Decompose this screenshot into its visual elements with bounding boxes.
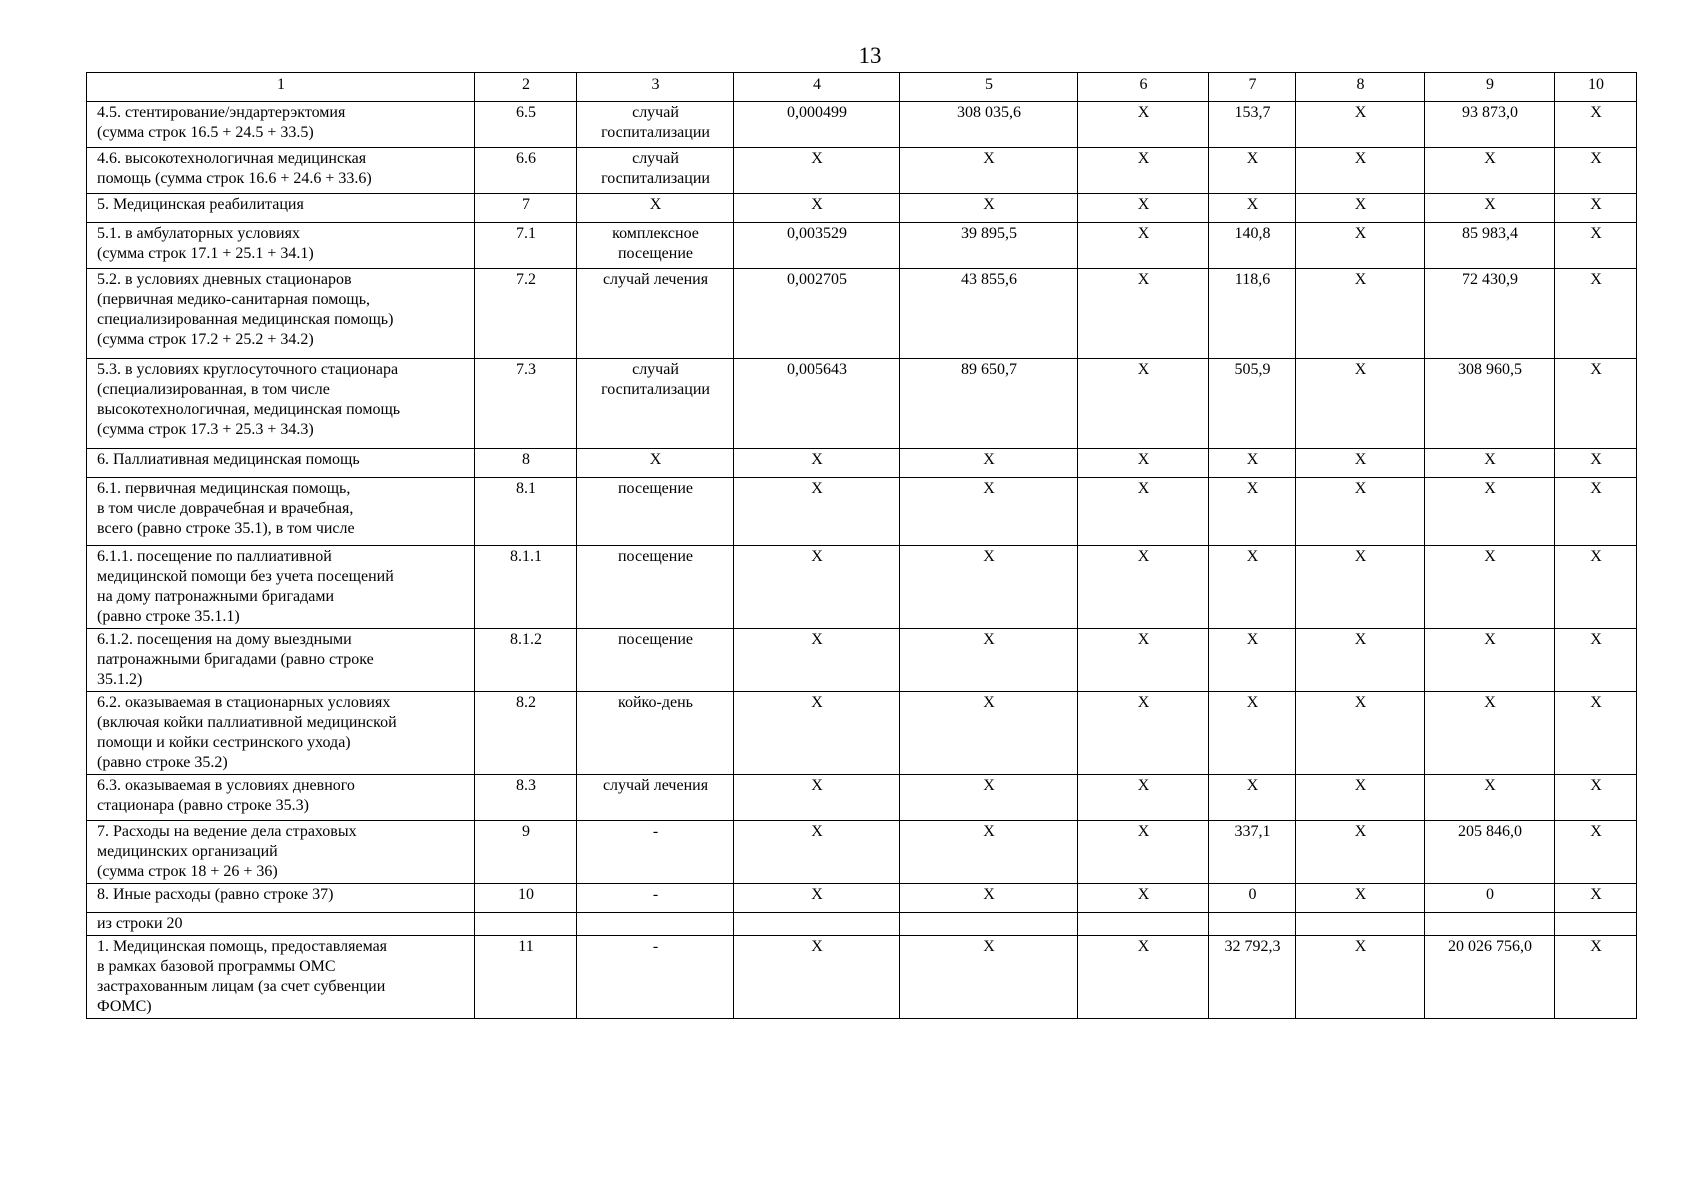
table-cell-col-10: Х (1555, 194, 1637, 223)
table-cell-col-3: случай госпитализации (577, 148, 734, 194)
table-cell-col-6: Х (1078, 449, 1209, 478)
row-label-cell: 1. Медицинская помощь, предоставляемая в рамках базовой программы ОМС застрахованным лицам (за счет субвенции ФОМС) (87, 936, 475, 1019)
table-cell-col-6: Х (1078, 775, 1209, 821)
table-cell-col-7: 32 792,3 (1209, 936, 1296, 1019)
table-cell-col-8: Х (1296, 884, 1425, 913)
table-cell-col-9: Х (1425, 194, 1555, 223)
table-cell-col-9: 93 873,0 (1425, 102, 1555, 148)
row-label-cell: 6.2. оказываемая в стационарных условиях (включая койки паллиативной медицинской помощи и койки сестринского ухода) (равно строке 35.2) (87, 692, 475, 775)
table-cell-col-2: 8.2 (475, 692, 577, 775)
page-number: 13 (858, 43, 882, 68)
table-cell-col-5: Х (900, 884, 1078, 913)
row-label-cell: из строки 20 (87, 913, 475, 936)
table-cell-col-4: Х (734, 775, 900, 821)
column-header-9: 9 (1425, 73, 1555, 102)
table-cell-col-7: 118,6 (1209, 269, 1296, 359)
table-row (87, 194, 1637, 223)
table-cell-col-10: Х (1555, 478, 1637, 546)
table-row (87, 775, 1637, 821)
table-cell-col-3: случай лечения (577, 269, 734, 359)
column-header-8: 8 (1296, 73, 1425, 102)
table-cell-col-6: Х (1078, 148, 1209, 194)
table-cell-col-9: Х (1425, 148, 1555, 194)
table-cell-col-3: - (577, 884, 734, 913)
table-cell-col-5: 308 035,6 (900, 102, 1078, 148)
column-header-7: 7 (1209, 73, 1296, 102)
table-cell-col-6: Х (1078, 884, 1209, 913)
table-cell-col-4: Х (734, 936, 900, 1019)
table-row (87, 148, 1637, 194)
table-row (87, 936, 1637, 1019)
table-cell-col-8: Х (1296, 775, 1425, 821)
table-cell-col-2: 10 (475, 884, 577, 913)
table-cell-col-10: Х (1555, 223, 1637, 269)
table-cell-col-6: Х (1078, 546, 1209, 629)
table-cell-col-9: Х (1425, 629, 1555, 692)
column-header-6: 6 (1078, 73, 1209, 102)
table-cell-col-10: Х (1555, 359, 1637, 449)
table-cell-col-8: Х (1296, 936, 1425, 1019)
row-label-cell: 6.1.1. посещение по паллиативной медицинской помощи без учета посещений на дому патронажными бригадами (равно строке 35.1.1) (87, 546, 475, 629)
table-cell-col-10: Х (1555, 449, 1637, 478)
table-cell-col-8: Х (1296, 629, 1425, 692)
row-label-cell: 5. Медицинская реабилитация (87, 194, 475, 223)
table-cell-col-6: Х (1078, 194, 1209, 223)
table-row (87, 692, 1637, 775)
table-cell-col-7: Х (1209, 692, 1296, 775)
table-cell-col-8 (1296, 913, 1425, 936)
table-cell-col-6: Х (1078, 478, 1209, 546)
table-cell-col-5: Х (900, 936, 1078, 1019)
table-cell-col-3: комплексное посещение (577, 223, 734, 269)
table-cell-col-6: Х (1078, 936, 1209, 1019)
table-cell-col-5: Х (900, 478, 1078, 546)
table-row (87, 223, 1637, 269)
column-header-10: 10 (1555, 73, 1637, 102)
row-label-cell: 5.1. в амбулаторных условиях (сумма строк 17.1 + 25.1 + 34.1) (87, 223, 475, 269)
row-label-cell: 5.2. в условиях дневных стационаров (первичная медико-санитарная помощь, специализированная медицинская помощь) (сумма строк 17.2 + 25.2 + 34.2) (87, 269, 475, 359)
table-cell-col-5: Х (900, 148, 1078, 194)
table-cell-col-6: Х (1078, 359, 1209, 449)
row-label-cell: 8. Иные расходы (равно строке 37) (87, 884, 475, 913)
table-cell-col-10: Х (1555, 884, 1637, 913)
table-cell-col-8: Х (1296, 692, 1425, 775)
table-cell-col-9: 0 (1425, 884, 1555, 913)
table-cell-col-3: Х (577, 449, 734, 478)
row-label-cell: 6.3. оказываемая в условиях дневного стационара (равно строке 35.3) (87, 775, 475, 821)
table-row (87, 269, 1637, 359)
table-cell-col-5: 43 855,6 (900, 269, 1078, 359)
table-cell-col-3: посещение (577, 629, 734, 692)
table-cell-col-3: Х (577, 194, 734, 223)
table-cell-col-7 (1209, 913, 1296, 936)
table-cell-col-8: Х (1296, 359, 1425, 449)
table-row (87, 884, 1637, 913)
table-cell-col-3: случай лечения (577, 775, 734, 821)
table-row (87, 629, 1637, 692)
table-cell-col-2: 8.1 (475, 478, 577, 546)
table-cell-col-7: Х (1209, 194, 1296, 223)
table-cell-col-9: Х (1425, 449, 1555, 478)
table-cell-col-2: 7.2 (475, 269, 577, 359)
table-cell-col-5: 89 650,7 (900, 359, 1078, 449)
table-cell-col-3: случай госпитализации (577, 359, 734, 449)
table-cell-col-8: Х (1296, 449, 1425, 478)
table-cell-col-9: 85 983,4 (1425, 223, 1555, 269)
table-cell-col-4: Х (734, 692, 900, 775)
table-cell-col-7: Х (1209, 478, 1296, 546)
table-cell-col-8: Х (1296, 546, 1425, 629)
table-cell-col-8: Х (1296, 478, 1425, 546)
table-cell-col-7: 140,8 (1209, 223, 1296, 269)
row-label-cell: 5.3. в условиях круглосуточного стационара (специализированная, в том числе высокотехнологичная, медицинская помощь (сумма строк 17.3 + 25.3 + 34.3) (87, 359, 475, 449)
table-cell-col-3: - (577, 821, 734, 884)
table-cell-col-4: 0,005643 (734, 359, 900, 449)
table-cell-col-9: 205 846,0 (1425, 821, 1555, 884)
table-cell-col-10: Х (1555, 546, 1637, 629)
table-cell-col-6: Х (1078, 692, 1209, 775)
table-row (87, 913, 1637, 936)
table-cell-col-6: Х (1078, 102, 1209, 148)
table-cell-col-2: 8.1.1 (475, 546, 577, 629)
column-header-5: 5 (900, 73, 1078, 102)
row-label-cell: 4.6. высокотехнологичная медицинская помощь (сумма строк 16.6 + 24.6 + 33.6) (87, 148, 475, 194)
table-cell-col-10: Х (1555, 148, 1637, 194)
table-cell-col-4 (734, 913, 900, 936)
row-label-cell: 6.1.2. посещения на дому выездными патронажными бригадами (равно строке 35.1.2) (87, 629, 475, 692)
table-cell-col-3: случай госпитализации (577, 102, 734, 148)
table-cell-col-5: Х (900, 449, 1078, 478)
table-cell-col-6 (1078, 913, 1209, 936)
table-cell-col-5: Х (900, 546, 1078, 629)
table-header-row (87, 73, 1637, 102)
table-cell-col-5: Х (900, 775, 1078, 821)
table-cell-col-5: Х (900, 821, 1078, 884)
table-row (87, 478, 1637, 546)
table-cell-col-7: 505,9 (1209, 359, 1296, 449)
table-cell-col-2: 7.1 (475, 223, 577, 269)
table-cell-col-8: Х (1296, 269, 1425, 359)
table-cell-col-8: Х (1296, 102, 1425, 148)
table-cell-col-4: Х (734, 546, 900, 629)
table-cell-col-9 (1425, 913, 1555, 936)
table-cell-col-9: 20 026 756,0 (1425, 936, 1555, 1019)
table-cell-col-4: Х (734, 194, 900, 223)
table-cell-col-4: 0,003529 (734, 223, 900, 269)
table-cell-col-2: 6.6 (475, 148, 577, 194)
table-cell-col-9: 72 430,9 (1425, 269, 1555, 359)
table-cell-col-5: 39 895,5 (900, 223, 1078, 269)
table-cell-col-5 (900, 913, 1078, 936)
table-cell-col-4: 0,002705 (734, 269, 900, 359)
row-label-cell: 6.1. первичная медицинская помощь, в том числе доврачебная и врачебная, всего (равно строке 35.1), в том числе (87, 478, 475, 546)
table-cell-col-7: Х (1209, 546, 1296, 629)
table-cell-col-9: Х (1425, 775, 1555, 821)
table-cell-col-2: 8.1.2 (475, 629, 577, 692)
table-cell-col-7: Х (1209, 449, 1296, 478)
table-cell-col-3 (577, 913, 734, 936)
table-cell-col-10: Х (1555, 821, 1637, 884)
table-cell-col-8: Х (1296, 821, 1425, 884)
table-cell-col-3: посещение (577, 478, 734, 546)
column-header-4: 4 (734, 73, 900, 102)
table-cell-col-3: - (577, 936, 734, 1019)
column-header-2: 2 (475, 73, 577, 102)
table-cell-col-2: 11 (475, 936, 577, 1019)
table-cell-col-2: 8 (475, 449, 577, 478)
table-cell-col-6: Х (1078, 269, 1209, 359)
row-label-cell: 4.5. стентирование/эндартерэктомия (сумма строк 16.5 + 24.5 + 33.5) (87, 102, 475, 148)
table-cell-col-10 (1555, 913, 1637, 936)
table-cell-col-2: 7 (475, 194, 577, 223)
table-cell-col-2: 6.5 (475, 102, 577, 148)
table-row (87, 102, 1637, 148)
table-cell-col-10: Х (1555, 936, 1637, 1019)
table-cell-col-5: Х (900, 692, 1078, 775)
table-cell-col-4: 0,000499 (734, 102, 900, 148)
table-cell-col-8: Х (1296, 148, 1425, 194)
table-cell-col-10: Х (1555, 629, 1637, 692)
table-cell-col-4: Х (734, 884, 900, 913)
table-cell-col-7: 153,7 (1209, 102, 1296, 148)
table-cell-col-3: посещение (577, 546, 734, 629)
table-row (87, 449, 1637, 478)
table-cell-col-4: Х (734, 148, 900, 194)
table-cell-col-9: Х (1425, 692, 1555, 775)
table-cell-col-9: Х (1425, 478, 1555, 546)
table-cell-col-6: Х (1078, 821, 1209, 884)
table-cell-col-2: 8.3 (475, 775, 577, 821)
table-cell-col-10: Х (1555, 775, 1637, 821)
table-row (87, 546, 1637, 629)
table-cell-col-6: Х (1078, 629, 1209, 692)
table-cell-col-7: Х (1209, 148, 1296, 194)
table-cell-col-4: Х (734, 821, 900, 884)
column-header-1: 1 (87, 73, 475, 102)
table-cell-col-10: Х (1555, 269, 1637, 359)
table-cell-col-3: койко-день (577, 692, 734, 775)
table-cell-col-9: 308 960,5 (1425, 359, 1555, 449)
table-cell-col-4: Х (734, 478, 900, 546)
table-row (87, 821, 1637, 884)
table-cell-col-8: Х (1296, 223, 1425, 269)
table-cell-col-2: 7.3 (475, 359, 577, 449)
table-cell-col-8: Х (1296, 194, 1425, 223)
budget-table (86, 72, 1637, 1019)
row-label-cell: 6. Паллиативная медицинская помощь (87, 449, 475, 478)
table-cell-col-7: 337,1 (1209, 821, 1296, 884)
table-cell-col-10: Х (1555, 692, 1637, 775)
table-cell-col-2: 9 (475, 821, 577, 884)
row-label-cell: 7. Расходы на ведение дела страховых медицинских организаций (сумма строк 18 + 26 + 36) (87, 821, 475, 884)
table-cell-col-6: Х (1078, 223, 1209, 269)
table-cell-col-7: Х (1209, 629, 1296, 692)
table-cell-col-5: Х (900, 194, 1078, 223)
table-cell-col-10: Х (1555, 102, 1637, 148)
table-cell-col-7: Х (1209, 775, 1296, 821)
table-cell-col-2 (475, 913, 577, 936)
table-cell-col-5: Х (900, 629, 1078, 692)
table-cell-col-4: Х (734, 629, 900, 692)
table-cell-col-9: Х (1425, 546, 1555, 629)
table-cell-col-7: 0 (1209, 884, 1296, 913)
table-cell-col-4: Х (734, 449, 900, 478)
column-header-3: 3 (577, 73, 734, 102)
table-row (87, 359, 1637, 449)
